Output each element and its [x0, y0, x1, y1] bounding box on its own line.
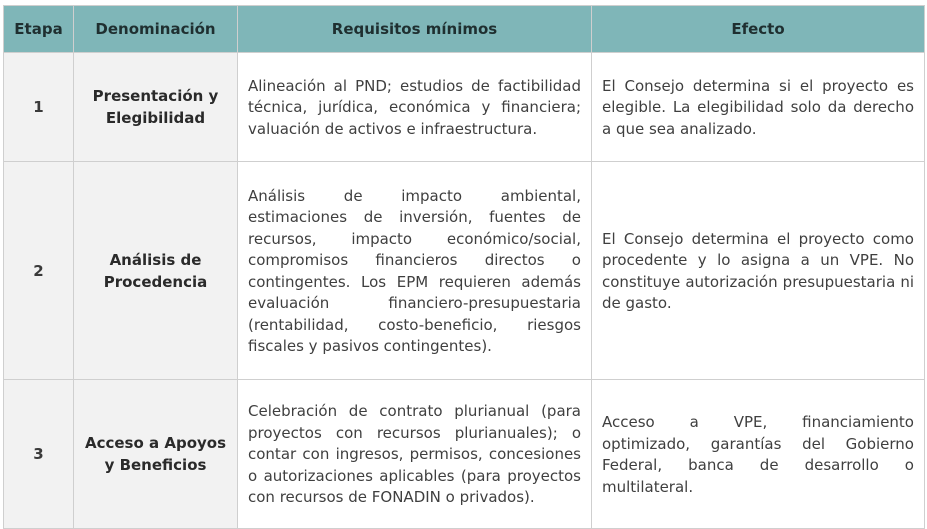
- table-row: [4, 53, 925, 162]
- header-etapa: Etapa: [4, 6, 74, 53]
- etapa-cell: 1: [4, 53, 74, 162]
- requisitos-cell: Análisis de impacto ambiental, estimaciones de inversión, fuentes de recursos, impacto económico/social, compromisos financieros directos o contingentes. Los EPM requieren además evaluación financiero-presupuestaria (rentabilidad, costo-beneficio, riesgos fiscales y pasivos contingentes).: [238, 162, 592, 380]
- header-requisitos: Requisitos mínimos: [238, 6, 592, 53]
- header-denominacion: Denominación: [74, 6, 238, 53]
- stages-table: [3, 5, 925, 529]
- requisitos-cell: Alineación al PND; estudios de factibilidad técnica, jurídica, económica y financiera; valuación de activos e infraestructura.: [238, 53, 592, 162]
- denominacion-cell: Presentación y Elegibilidad: [74, 53, 238, 162]
- efecto-cell: Acceso a VPE, financiamiento optimizado, garantías del Gobierno Federal, banca de desarrollo o multilateral.: [592, 380, 925, 529]
- etapa-cell: 3: [4, 380, 74, 529]
- etapa-cell: 2: [4, 162, 74, 380]
- requisitos-cell: Celebración de contrato plurianual (para proyectos con recursos plurianuales); o contar con ingresos, permisos, concesiones o autorizaciones aplicables (para proyectos con recursos de FONADIN o privados).: [238, 380, 592, 529]
- denominacion-cell: Acceso a Apoyos y Beneficios: [74, 380, 238, 529]
- header-row: [4, 6, 925, 53]
- efecto-cell: El Consejo determina si el proyecto es elegible. La elegibilidad solo da derecho a que sea analizado.: [592, 53, 925, 162]
- table-row: [4, 162, 925, 380]
- denominacion-cell: Análisis de Procedencia: [74, 162, 238, 380]
- header-efecto: Efecto: [592, 6, 925, 53]
- table-row: [4, 380, 925, 529]
- efecto-cell: El Consejo determina el proyecto como procedente y lo asigna a un VPE. No constituye autorización presupuestaria ni de gasto.: [592, 162, 925, 380]
